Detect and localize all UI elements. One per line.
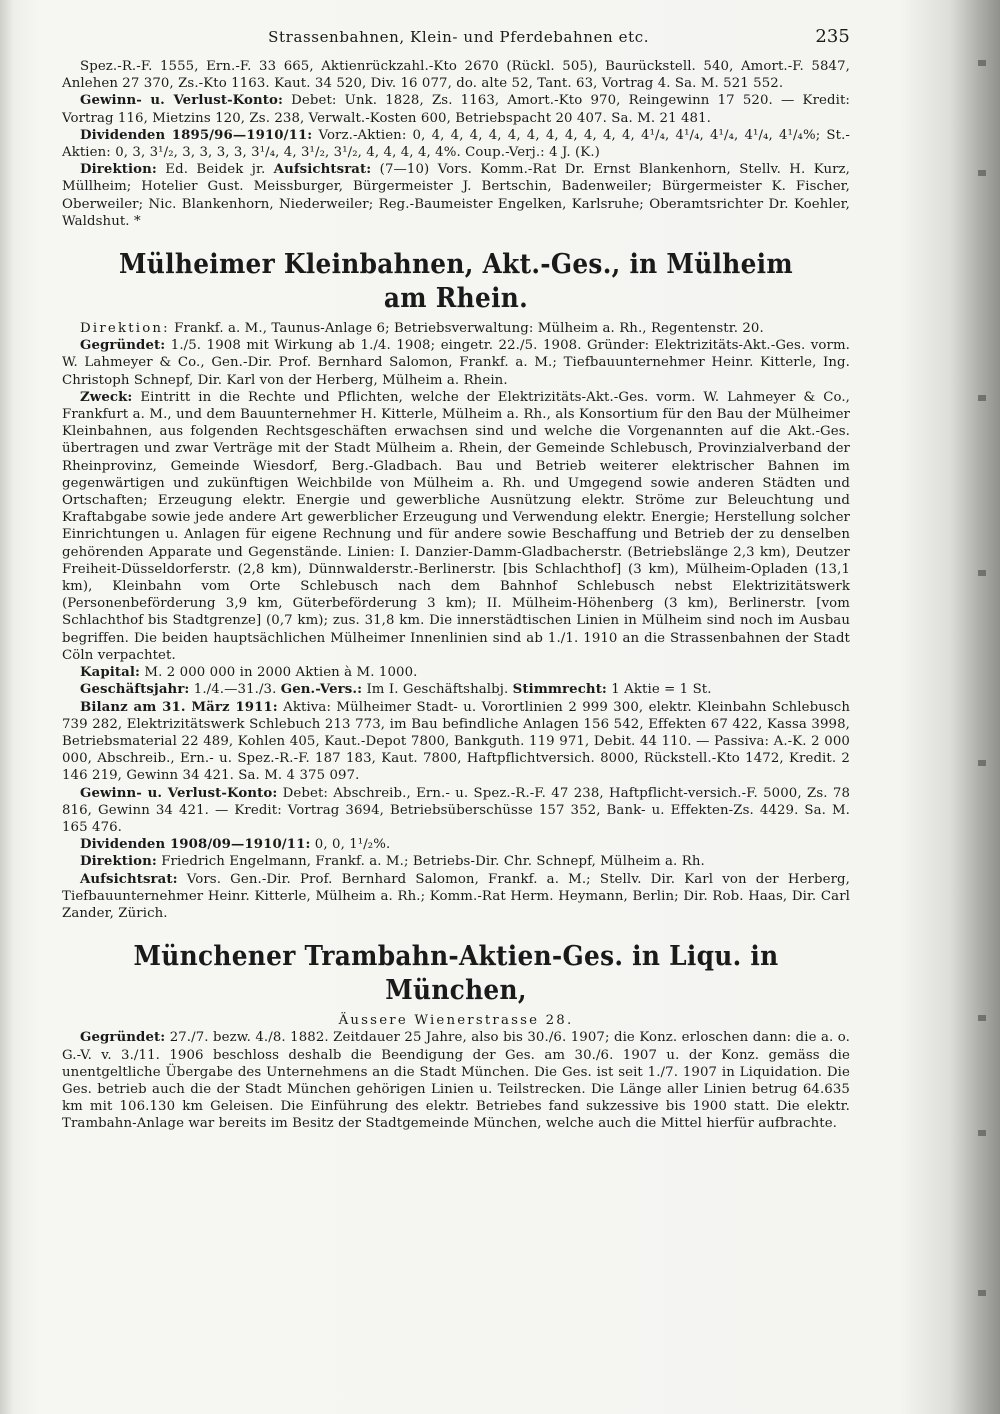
- profit-loss-text: Debet: Unk. 1828, Zs. 1163, Amort.-Kto 970, Reingewinn 17 520. — Kredit: Vortrag 116, Mietzins 120, Zs. 238, Verwalt.-Kosten 600, Betriebspacht 20 407. Sa. M. 21 481.: [62, 93, 850, 126]
- muenchen-address: Äussere Wienerstrasse 28.: [338, 1013, 574, 1029]
- muelheim-direktion: [62, 320, 850, 337]
- muenchen-heading: Münchener Trambahn-Aktien-Ges. in Liqu. in München,: [133, 941, 779, 1007]
- muelheim-ar-label: Aufsichtsrat:: [80, 871, 178, 887]
- edge-mark: [978, 395, 986, 401]
- muelheim-kapital-label: Kapital:: [80, 665, 141, 681]
- muelheim-zweck-text: Eintritt in die Rechte und Pflichten, welche der Elektrizitäts-Akt.-Ges. vorm. W. Lahmeyer & Co., Frankfurt a. M., und dem Bauunternehmer H. Kitterle, Mülheim a. Rh., als Konsortium für den Bau der Mülheimer Kleinbahnen, aus folgenden Rechtsgeschäften erwachsen sind und welche die Vorgenannten auf die Akt.-Ges. übertragen und zwar Verträge mit der Stadt Mülheim a. Rhein, der Gemeinde Schlebusch, Provinzialverband der Rheinprovinz, Gemeinde Wiesdorf, Berg.-Gladbach. Bau und Betrieb weiterer elektrischer Bahnen im gegenwärtigen und zukünftigen Weichbilde von Mülheim a. Rh. und Umgegend sowie anderen Städten und Ortschaften; Erzeugung elektr. Energie und gewerbliche Ausnützung elektr. Ströme zur Beleuchtung und Kraftabgabe sowie jede andere Art gewerblicher Erzeugung und Verwendung elektr. Energie; Herstellung solcher Einrichtungen u. Anlagen für eigene Rechnung und für andere sowie Beschaffung und Betrieb der zu denselben gehörenden Apparate und Gegenstände. Linien: I. Danzier-Damm-Gladbacherstr. (Betriebslänge 2,3 km), Deutzer Freiheit-Düsseldorferstr. (2,8 km), Dünnwalderstr.-Berlinerstr. [bis Schlachthof] (3 km), Mülheim-Opladen (13,1 km), Kleinbahn vom Orte Schlebusch nach dem Bahnhof Schlebusch nebst Elektrizitätswerk (Personenbeförderung 3,9 km, Güterbeförderung 3 km); II. Mülheim-Höhenberg (3 km), Berlinerstr. [vom Schlachthof bis Stadtgrenze] (0,7 km); zus. 31,8 km. Die innerstädtischen Linien in Mülheim sind noch im Ausbau begriffen. Die beiden hauptsächlichen Mülheimer Innenlinien sind ab 1./1. 1910 an die Strassenbahnen der Stadt Cöln verpachtet.: [62, 389, 850, 663]
- muelheim-direktion-names: [62, 853, 850, 870]
- muelheim-gj-text: 1./4.—31./3.: [189, 682, 281, 698]
- muelheim-gv-text: Im I. Geschäftshalbj.: [362, 682, 513, 698]
- dividends-label: Dividenden 1895/96—1910/11:: [80, 127, 313, 143]
- direktion-text: Ed. Beidek jr.: [156, 162, 274, 178]
- muelheim-gegruendet: [62, 337, 850, 389]
- muelheim-kapital-text: M. 2 000 000 in 2000 Aktien à M. 1000.: [140, 665, 418, 681]
- balance-continuation: Spez.-R.-F. 1555, Ern.-F. 33 665, Aktienrückzahl.-Kto 2670 (Rückl. 505), Baurückstell. 540, Amort.-F. 5847, Anlehen 27 370, Zs.-Kto 1163. Kaut. 34 520, Div. 16 077, do. alte 52, Tant. 63, Vortrag 4. Sa. M. 521 552.: [62, 59, 850, 92]
- page-number: 235: [815, 26, 850, 47]
- muelheim-dividenden: [62, 836, 850, 853]
- edge-mark: [978, 1130, 986, 1136]
- muelheim-gv-label: Gen.-Vers.:: [280, 682, 363, 698]
- muelheim-sr-label: Stimmrecht:: [512, 682, 607, 698]
- muelheim-gegruendet-label: Gegründet:: [80, 338, 166, 354]
- muelheim-guv-text: Debet: Abschreib., Ern.- u. Spez.-R.-F. 47 238, Haftpflicht-versich.-F. 5000, Zs. 78 816, Gewinn 34 421. — Kredit: Vortrag 3694, Betriebsüberschüsse 157 352, Bank- u. Effekten-Zs. 4429. Sa. M. 165 476.: [62, 785, 851, 835]
- dividends-text: Vorz.-Aktien: 0, 4, 4, 4, 4, 4, 4, 4, 4, 4, 4, 4, 4¹/₄, 4¹/₄, 4¹/₄, 4¹/₄, 4¹/₄%; St.-Aktien: 0, 3, 3¹/₂, 3, 3, 3, 3, 3¹/₄, 4, 3¹/₂, 3¹/₂, 4, 4, 4, 4, 4%. Coup.-Verj.: 4 J. (K.): [62, 127, 850, 161]
- muelheim-heading: Mülheimer Kleinbahnen, Akt.-Ges., in Mülheim am Rhein.: [119, 249, 793, 315]
- running-head-title: Strassenbahnen, Klein- und Pferdebahnen etc.: [268, 28, 650, 46]
- muelheim-sr-text: 1 Aktie = 1 St.: [606, 682, 712, 698]
- muelheim-kapital: [62, 664, 850, 681]
- running-head: [62, 28, 850, 50]
- aufsichtsrat-text: (7—10) Vors. Komm.-Rat Dr. Ernst Blankenhorn, Stellv. H. Kurz, Müllheim; Hotelier Gust. Meissburger, Bürgermeister J. Bertschin, Badenweiler; Bürgermeister K. Fischer, Oberweiler; Nic. Blankenhorn, Niederweiler; Reg.-Baumeister Engelken, Karlsruhe; Oberamtsrichter Dr. Koehler, Waldshut. *: [62, 162, 850, 229]
- page-content: [62, 28, 850, 1133]
- binding-gutter: [0, 0, 14, 1414]
- profit-loss-label: Gewinn- u. Verlust-Konto:: [80, 93, 284, 109]
- profit-loss-paragraph: [62, 92, 850, 126]
- muelheim-zweck: [62, 389, 850, 664]
- muenchen-gegruendet-label: Gegründet:: [80, 1030, 166, 1046]
- muenchen-gegruendet: [62, 1029, 850, 1132]
- muenchen-entry: [62, 940, 850, 1132]
- board-paragraph: [62, 161, 850, 230]
- muelheim-entry: [62, 248, 850, 922]
- muelheim-div-text: 0, 0, 1¹/₂%.: [310, 837, 391, 853]
- edge-mark: [978, 570, 986, 576]
- muelheim-zweck-label: Zweck:: [80, 389, 133, 405]
- dividends-paragraph: [62, 127, 850, 161]
- direktion-label: Direktion:: [80, 162, 157, 178]
- muelheim-direktion-label: Direktion:: [80, 321, 170, 337]
- edge-mark: [978, 1015, 986, 1021]
- muenchen-gegruendet-text: 27./7. bezw. 4./8. 1882. Zeitdauer 25 Jahre, also bis 30./6. 1907; die Konz. erloschen dann: die a. o. G.-V. v. 3./11. 1906 beschloss deshalb die Beendigung der Ges. am 30./6. 1907 u. der Konz. gemäss die unentgeltliche Übergabe des Unternehmens an die Stadt München. Die Ges. ist seit 1./7. 1907 in Liquidation. Die Ges. betrieb auch die der Stadt München gehörigen Linien u. Teilstrecken. Die Länge aller Linien betrug 64.635 km mit 106.130 km Geleisen. Die Einführung des elektr. Betriebes fand sukzessive bis 1900 statt. Die elektr. Trambahn-Anlage war bereits im Besitz der Stadtgemeinde München, welche auch die Mittel hierfür aufbrachte.: [62, 1030, 850, 1132]
- edge-mark: [978, 60, 986, 66]
- edge-mark: [978, 170, 986, 176]
- muelheim-bilanz-text: Aktiva: Mülheimer Stadt- u. Vorortlinien 2 999 300, elektr. Kleinbahn Schlebusch 739 282, Elektrizitätswerk Schlebuch 213 773, im Bau befindliche Anlagen 156 542, Effekten 67 422, Kassa 3998, Betriebsmaterial 22 489, Kohlen 405, Kaut.-Depot 7800, Bankguth. 119 971, Debit. 44 110. — Passiva: A.-K. 2 000 000, Abschreib., Ern.- u. Spez.-R.-F. 187 183, Kaut. 7800, Haftpflichtversich. 8000, Rückstell.-Kto 1472, Kredit. 2 146 219, Gewinn 34 421. Sa. M. 4 375 097.: [62, 699, 850, 784]
- muelheim-geschaeftsjahr: [62, 681, 850, 698]
- muelheim-gj-label: Geschäftsjahr:: [80, 682, 190, 698]
- muelheim-bilanz: [62, 699, 850, 785]
- muelheim-direktion-text: Frankf. a. M., Taunus-Anlage 6; Betriebsverwaltung: Mülheim a. Rh., Regentenstr. 20.: [169, 321, 764, 337]
- muelheim-dir-label: Direktion:: [80, 854, 157, 870]
- muelheim-guv-label: Gewinn- u. Verlust-Konto:: [80, 785, 278, 801]
- top-entry: [62, 58, 850, 230]
- edge-mark: [978, 760, 986, 766]
- aufsichtsrat-label: Aufsichtsrat:: [273, 162, 372, 178]
- muelheim-aufsichtsrat: [62, 871, 850, 923]
- muelheim-ar-text: Vors. Gen.-Dir. Prof. Bernhard Salomon, Frankf. a. M.; Stellv. Dir. Karl von der Herberg, Tiefbauunternehmer Heinr. Kitterle, Mülheim a. Rh.; Komm.-Rat Herm. Heymann, Berlin; Dir. Rob. Haas, Dir. Carl Zander, Zürich.: [62, 871, 850, 921]
- edge-mark: [978, 1290, 986, 1296]
- muelheim-bilanz-label: Bilanz am 31. März 1911:: [80, 699, 278, 715]
- muelheim-guv: [62, 785, 850, 837]
- muelheim-gegruendet-text: 1./5. 1908 mit Wirkung ab 1./4. 1908; eingetr. 22./5. 1908. Gründer: Elektrizitäts-Akt.-Ges. vorm. W. Lahmeyer & Co., Gen.-Dir. Prof. Bernhard Salomon, Frankf. a. M.; Tiefbauunternehmer Heinr. Kitterle, Ing. Christoph Schnepf, Dir. Karl von der Herberg, Mülheim a. Rhein.: [62, 338, 850, 388]
- muelheim-div-label: Dividenden 1908/09—1910/11:: [80, 837, 311, 853]
- page-edge-shadow: [950, 0, 1000, 1414]
- muelheim-dir-text: Friedrich Engelmann, Frankf. a. M.; Betriebs-Dir. Chr. Schnepf, Mülheim a. Rh.: [156, 854, 705, 870]
